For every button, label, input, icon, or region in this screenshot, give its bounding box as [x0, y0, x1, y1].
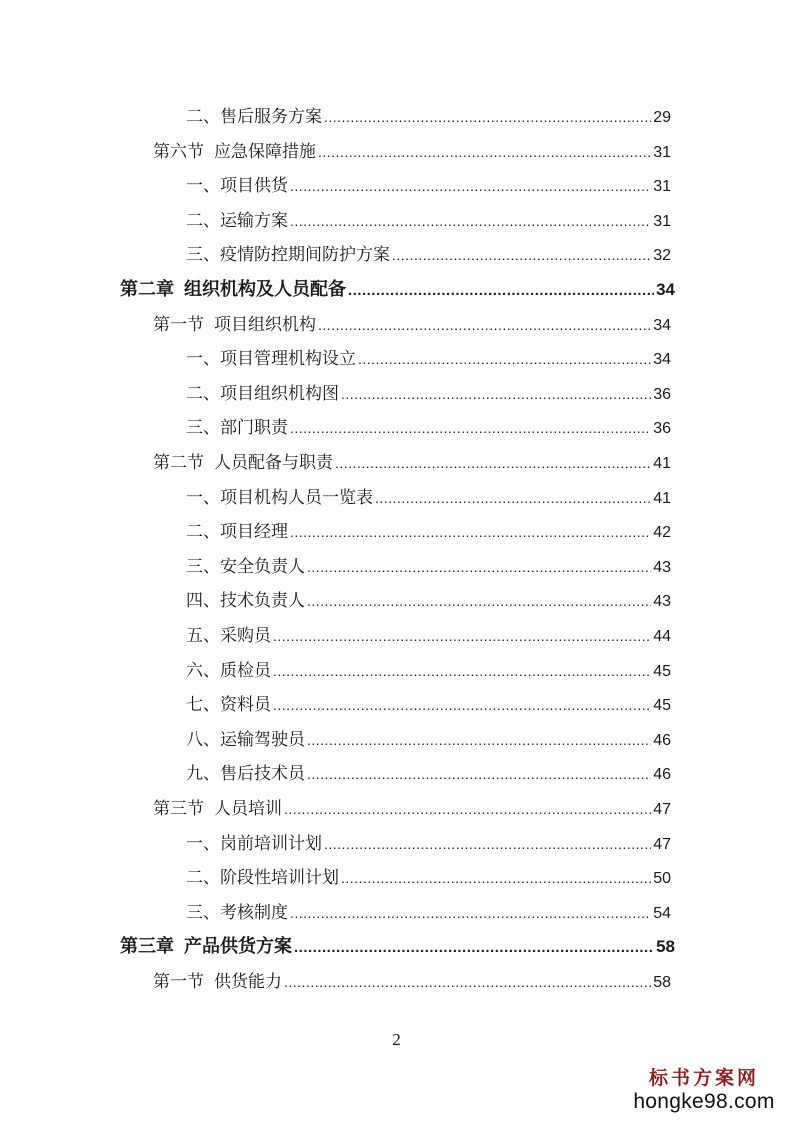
toc-page: 47: [653, 835, 671, 853]
toc-number: 四、: [186, 591, 220, 612]
toc-number: 三、: [186, 556, 220, 577]
toc-entry[interactable]: [0, 204, 793, 238]
toc-entry[interactable]: [0, 584, 793, 618]
toc-title: 组织机构及人员配备: [184, 279, 346, 300]
toc-entry-line: [186, 411, 671, 445]
toc-page: 45: [653, 697, 671, 715]
toc-leader: [290, 411, 651, 445]
toc-title: 运输方案: [220, 210, 288, 231]
toc-leader: [273, 688, 651, 722]
toc-page: 36: [653, 420, 671, 438]
toc-page: 46: [653, 766, 671, 784]
toc-page: 54: [653, 904, 671, 922]
toc-title: 阶段性培训计划: [220, 868, 339, 889]
toc-entry[interactable]: [0, 273, 793, 307]
toc-entry[interactable]: [0, 896, 793, 930]
toc-number: 第一节: [153, 314, 204, 335]
watermark-domain-text: hongke98.com: [633, 1090, 775, 1113]
toc-entry[interactable]: [0, 446, 793, 480]
toc-entry-line: [120, 273, 675, 307]
toc-page: 47: [653, 801, 671, 818]
toc-entry[interactable]: [0, 619, 793, 653]
toc-entry-line: [186, 757, 671, 791]
toc-number: 第三节: [153, 799, 204, 819]
toc-entry[interactable]: [0, 342, 793, 376]
toc-entry-line: [186, 861, 671, 895]
toc-entry-line: [153, 135, 671, 169]
toc-entry[interactable]: [0, 723, 793, 757]
toc-page: 41: [653, 455, 671, 472]
toc-title: 技术负责人: [220, 591, 305, 612]
toc-entry-line: [186, 654, 671, 688]
toc-entry[interactable]: [0, 654, 793, 688]
toc-page: 29: [653, 109, 671, 126]
toc-number: 二、: [186, 383, 220, 404]
toc-title: 人员配备与职责: [214, 453, 333, 473]
toc-number: 七、: [186, 695, 220, 716]
site-watermark-logo: [629, 1066, 779, 1114]
toc-entry[interactable]: [0, 238, 793, 272]
toc-title: 售后技术员: [220, 764, 305, 785]
toc-leader: [290, 896, 651, 930]
toc-entry[interactable]: [0, 377, 793, 411]
toc-title: 项目供货: [220, 176, 288, 197]
toc-entry-line: [186, 827, 671, 861]
toc-title: 项目管理机构设立: [220, 349, 356, 370]
toc-entry[interactable]: [0, 411, 793, 445]
toc-leader: [341, 377, 651, 411]
toc-number: 三、: [186, 245, 220, 266]
watermark-chinese-text: 标书方案网: [648, 1067, 759, 1089]
toc-page: 31: [653, 178, 671, 196]
toc-entry[interactable]: [0, 550, 793, 584]
toc-page: 50: [653, 870, 671, 888]
toc-title: 项目经理: [220, 522, 288, 543]
toc-title: 资料员: [220, 695, 271, 716]
toc-number: 九、: [186, 764, 220, 785]
toc-title: 人员培训: [214, 799, 282, 819]
toc-entry[interactable]: [0, 757, 793, 791]
toc-page: 58: [656, 937, 675, 957]
toc-entry[interactable]: [0, 100, 793, 134]
toc-entry[interactable]: [0, 930, 793, 964]
toc-number: 一、: [186, 487, 220, 508]
toc-page: 34: [653, 316, 671, 334]
toc-title: 质检员: [220, 660, 271, 681]
toc-number: 第二节: [153, 453, 204, 473]
toc-leader: [392, 238, 651, 272]
toc-page: 42: [653, 524, 671, 542]
toc-leader: [335, 446, 651, 480]
toc-entry-line: [186, 377, 671, 411]
toc-number: 二、: [186, 107, 220, 127]
toc-page: 31: [653, 212, 671, 230]
toc-leader: [284, 792, 651, 826]
toc-leader: [273, 654, 651, 688]
toc-title: 售后服务方案: [220, 107, 322, 127]
toc-entry-line: [186, 169, 671, 203]
toc-number: 第三章: [120, 936, 174, 958]
toc-title: 采购员: [220, 626, 271, 646]
toc-entry-line: [186, 550, 671, 584]
toc-leader: [307, 550, 651, 584]
toc-leader: [290, 515, 651, 549]
toc-entry-line: [153, 965, 671, 999]
toc-leader: [318, 308, 651, 342]
toc-page: 36: [653, 385, 671, 403]
toc-entry[interactable]: [0, 169, 793, 203]
toc-entry[interactable]: [0, 688, 793, 722]
toc-number: 第一节: [153, 972, 204, 992]
toc-title: 应急保障措施: [214, 141, 316, 162]
toc-number: 二、: [186, 210, 220, 231]
toc-leader: [294, 931, 654, 965]
toc-entry-line: [153, 308, 671, 342]
toc-number: 一、: [186, 833, 220, 854]
toc-title: 部门职责: [220, 418, 288, 439]
toc-page: 32: [653, 247, 671, 265]
toc-entry-line: [186, 481, 671, 515]
toc-entry-line: [186, 723, 671, 757]
toc-number: 三、: [186, 418, 220, 439]
toc-title: 项目机构人员一览表: [220, 487, 373, 508]
toc-leader: [307, 757, 651, 791]
toc-entry-line: [186, 584, 671, 618]
toc-number: 六、: [186, 660, 220, 681]
toc-title: 供货能力: [214, 972, 282, 992]
toc-page: 46: [653, 731, 671, 749]
toc-entry-line: [186, 619, 671, 653]
toc-page: 45: [653, 662, 671, 680]
toc-leader: [307, 723, 651, 757]
toc-entry-line: [153, 792, 671, 826]
toc-title: 疫情防控期间防护方案: [220, 245, 390, 266]
toc-title: 安全负责人: [220, 556, 305, 577]
toc-entry[interactable]: [0, 965, 793, 999]
toc-number: 五、: [186, 626, 220, 646]
page-number: 2: [392, 1030, 401, 1049]
toc-entry-line: [186, 342, 671, 376]
toc-title: 项目组织机构图: [220, 383, 339, 404]
toc-title: 项目组织机构: [214, 314, 316, 335]
toc-leader: [358, 342, 651, 376]
toc-number: 第六节: [153, 141, 204, 162]
toc-entry-line: [186, 688, 671, 722]
toc-leader: [348, 274, 654, 308]
toc-number: 二、: [186, 522, 220, 543]
toc-page: 43: [653, 593, 671, 611]
toc-title: 考核制度: [220, 902, 288, 923]
toc-title: 产品供货方案: [184, 936, 292, 958]
toc-entry-line: [186, 238, 671, 272]
toc-entry[interactable]: [0, 861, 793, 895]
toc-number: 八、: [186, 729, 220, 750]
toc-title: 运输驾驶员: [220, 729, 305, 750]
toc-number: 一、: [186, 349, 220, 370]
toc-leader: [318, 135, 651, 169]
toc-entry[interactable]: [0, 481, 793, 515]
toc-page: 58: [653, 974, 671, 991]
toc-number: 一、: [186, 176, 220, 197]
toc-leader: [341, 861, 651, 895]
toc-title: 岗前培训计划: [220, 833, 322, 854]
toc-entry-line: [186, 204, 671, 238]
toc-entry-line: [186, 100, 671, 134]
toc-number: 第二章: [120, 279, 174, 300]
toc-leader: [307, 584, 651, 618]
toc-entry-line: [186, 896, 671, 930]
toc-leader: [290, 169, 651, 203]
toc-number: 三、: [186, 902, 220, 923]
toc-entry[interactable]: [0, 515, 793, 549]
toc-entry[interactable]: [0, 308, 793, 342]
toc-page: 43: [653, 558, 671, 576]
toc-entry[interactable]: [0, 827, 793, 861]
toc-leader: [324, 100, 651, 134]
toc-leader: [324, 827, 651, 861]
toc-leader: [284, 965, 651, 999]
toc-leader: [290, 204, 651, 238]
toc-page: 34: [656, 280, 675, 299]
toc-number: 二、: [186, 868, 220, 889]
toc-entry-line: [153, 446, 671, 480]
toc-page: 44: [653, 628, 671, 645]
toc-page: 41: [653, 489, 671, 507]
toc-leader: [375, 481, 651, 515]
toc-entry[interactable]: [0, 135, 793, 169]
toc-page: 31: [653, 143, 671, 161]
toc-page: 34: [653, 351, 671, 369]
toc-entry[interactable]: [0, 792, 793, 826]
toc-entry-line: [186, 515, 671, 549]
toc-entry-line: [120, 930, 675, 964]
toc-leader: [273, 619, 651, 653]
